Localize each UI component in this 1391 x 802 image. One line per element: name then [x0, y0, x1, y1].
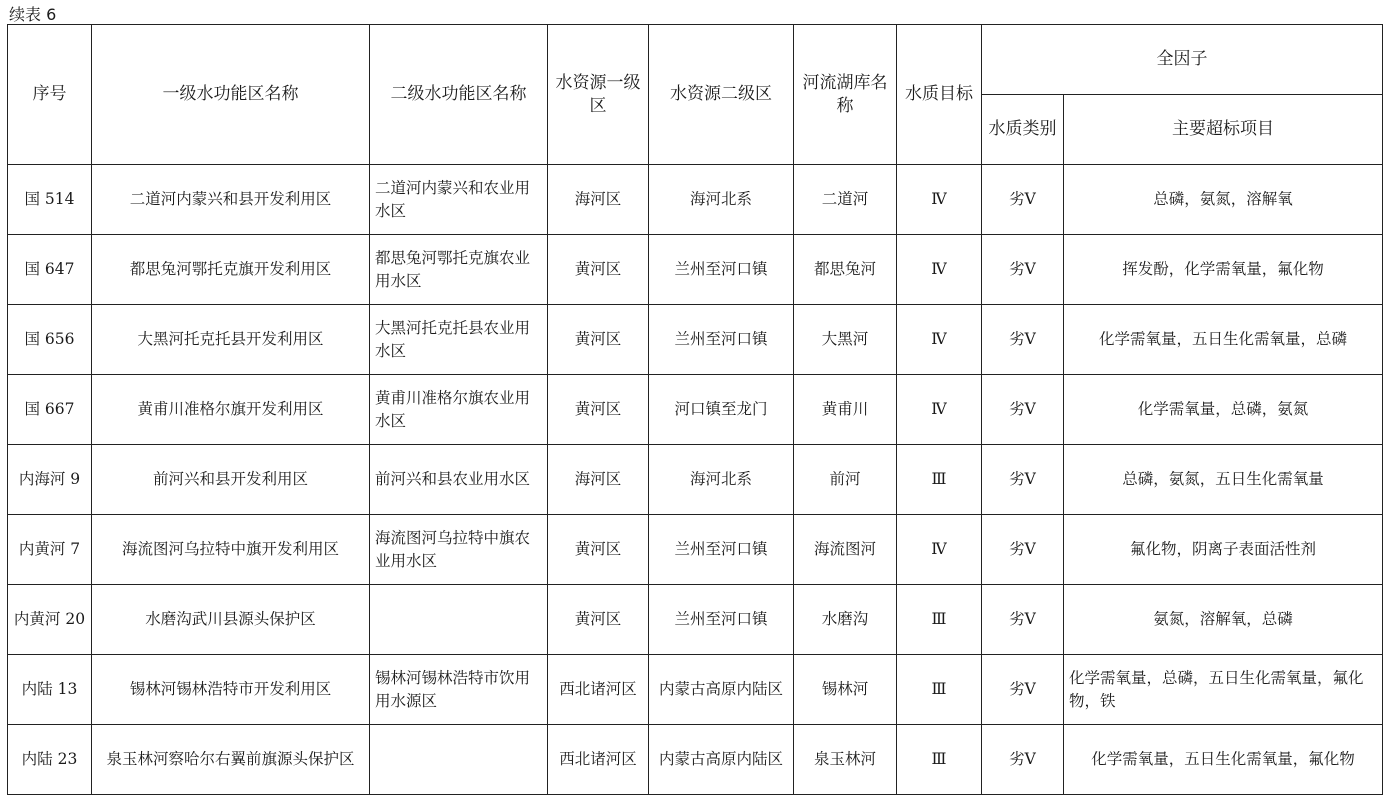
cell-seq: 国 667: [8, 375, 92, 445]
cell-zone1: 都思兔河鄂托克旗开发利用区: [92, 235, 370, 305]
cell-category: 劣Ⅴ: [982, 515, 1064, 585]
cell-res2: 海河北系: [649, 165, 794, 235]
cell-target: Ⅳ: [897, 515, 982, 585]
table-row: [8, 305, 1383, 375]
cell-river: 都思兔河: [794, 235, 897, 305]
header-all-factors: 全因子: [982, 25, 1383, 95]
table-row: [8, 445, 1383, 515]
cell-exceed: 总磷，氨氮，溶解氧: [1064, 165, 1383, 235]
cell-river: 海流图河: [794, 515, 897, 585]
cell-zone1: 二道河内蒙兴和县开发利用区: [92, 165, 370, 235]
table-body: [8, 165, 1383, 795]
cell-river: 黄甫川: [794, 375, 897, 445]
table-row: [8, 655, 1383, 725]
table-row: [8, 235, 1383, 305]
cell-exceed: 氨氮，溶解氧，总磷: [1064, 585, 1383, 655]
cell-res2: 兰州至河口镇: [649, 585, 794, 655]
cell-zone1: 大黑河托克托县开发利用区: [92, 305, 370, 375]
cell-zone1: 海流图河乌拉特中旗开发利用区: [92, 515, 370, 585]
header-exceed: 主要超标项目: [1064, 95, 1383, 165]
cell-seq: 内陆 13: [8, 655, 92, 725]
cell-target: Ⅲ: [897, 725, 982, 795]
cell-target: Ⅳ: [897, 165, 982, 235]
cell-seq: 国 656: [8, 305, 92, 375]
cell-exceed: 化学需氧量，总磷，氨氮: [1064, 375, 1383, 445]
cell-seq: 国 647: [8, 235, 92, 305]
cell-res1: 西北诸河区: [548, 725, 649, 795]
cell-river: 水磨沟: [794, 585, 897, 655]
cell-res1: 黄河区: [548, 585, 649, 655]
cell-category: 劣Ⅴ: [982, 375, 1064, 445]
cell-res1: 海河区: [548, 445, 649, 515]
header-zone2: 二级水功能区名称: [370, 25, 548, 165]
cell-res1: 黄河区: [548, 515, 649, 585]
table-row: [8, 725, 1383, 795]
cell-exceed: 化学需氧量，五日生化需氧量，总磷: [1064, 305, 1383, 375]
cell-zone2: 前河兴和县农业用水区: [370, 445, 548, 515]
header-res2: 水资源二级区: [649, 25, 794, 165]
header-zone1: 一级水功能区名称: [92, 25, 370, 165]
cell-seq: 国 514: [8, 165, 92, 235]
header-seq: 序号: [8, 25, 92, 165]
cell-target: Ⅳ: [897, 375, 982, 445]
cell-exceed: 氟化物，阴离子表面活性剂: [1064, 515, 1383, 585]
cell-zone2: 大黑河托克托县农业用水区: [370, 305, 548, 375]
cell-target: Ⅳ: [897, 235, 982, 305]
cell-res2: 兰州至河口镇: [649, 515, 794, 585]
cell-category: 劣Ⅴ: [982, 445, 1064, 515]
water-quality-table: [7, 24, 1383, 795]
cell-res2: 兰州至河口镇: [649, 235, 794, 305]
cell-category: 劣Ⅴ: [982, 655, 1064, 725]
cell-category: 劣Ⅴ: [982, 585, 1064, 655]
cell-category: 劣Ⅴ: [982, 305, 1064, 375]
cell-river: 锡林河: [794, 655, 897, 725]
cell-res1: 黄河区: [548, 305, 649, 375]
header-river: 河流湖库名称: [794, 25, 897, 165]
cell-target: Ⅳ: [897, 305, 982, 375]
cell-res2: 兰州至河口镇: [649, 305, 794, 375]
cell-zone2: 黄甫川准格尔旗农业用水区: [370, 375, 548, 445]
cell-zone1: 锡林河锡林浩特市开发利用区: [92, 655, 370, 725]
cell-zone2: [370, 725, 548, 795]
cell-target: Ⅲ: [897, 655, 982, 725]
cell-exceed: 挥发酚，化学需氧量，氟化物: [1064, 235, 1383, 305]
cell-river: 大黑河: [794, 305, 897, 375]
cell-zone1: 黄甫川准格尔旗开发利用区: [92, 375, 370, 445]
cell-exceed: 化学需氧量，总磷，五日生化需氧量，氟化物，铁: [1064, 655, 1383, 725]
cell-seq: 内黄河 20: [8, 585, 92, 655]
cell-zone2: 都思兔河鄂托克旗农业用水区: [370, 235, 548, 305]
cell-res1: 黄河区: [548, 375, 649, 445]
table-row: [8, 375, 1383, 445]
cell-res2: 海河北系: [649, 445, 794, 515]
cell-river: 前河: [794, 445, 897, 515]
cell-zone1: 水磨沟武川县源头保护区: [92, 585, 370, 655]
cell-zone2: 锡林河锡林浩特市饮用用水源区: [370, 655, 548, 725]
cell-category: 劣Ⅴ: [982, 165, 1064, 235]
cell-river: 二道河: [794, 165, 897, 235]
cell-zone1: 前河兴和县开发利用区: [92, 445, 370, 515]
cell-seq: 内海河 9: [8, 445, 92, 515]
cell-res2: 河口镇至龙门: [649, 375, 794, 445]
cell-category: 劣Ⅴ: [982, 235, 1064, 305]
cell-exceed: 化学需氧量，五日生化需氧量，氟化物: [1064, 725, 1383, 795]
header-res1: 水资源一级区: [548, 25, 649, 165]
header-target: 水质目标: [897, 25, 982, 165]
header-category: 水质类别: [982, 95, 1064, 165]
cell-target: Ⅲ: [897, 445, 982, 515]
cell-seq: 内黄河 7: [8, 515, 92, 585]
table-row: [8, 515, 1383, 585]
table-row: [8, 165, 1383, 235]
cell-zone2: 海流图河乌拉特中旗农业用水区: [370, 515, 548, 585]
table-caption: 续表 6: [9, 5, 57, 24]
cell-res1: 海河区: [548, 165, 649, 235]
cell-res2: 内蒙古高原内陆区: [649, 655, 794, 725]
cell-res2: 内蒙古高原内陆区: [649, 725, 794, 795]
cell-category: 劣Ⅴ: [982, 725, 1064, 795]
cell-exceed: 总磷，氨氮，五日生化需氧量: [1064, 445, 1383, 515]
cell-zone2: 二道河内蒙兴和农业用水区: [370, 165, 548, 235]
table-row: [8, 585, 1383, 655]
cell-res1: 西北诸河区: [548, 655, 649, 725]
cell-target: Ⅲ: [897, 585, 982, 655]
cell-seq: 内陆 23: [8, 725, 92, 795]
cell-zone2: [370, 585, 548, 655]
cell-zone1: 泉玉林河察哈尔右翼前旗源头保护区: [92, 725, 370, 795]
cell-res1: 黄河区: [548, 235, 649, 305]
cell-river: 泉玉林河: [794, 725, 897, 795]
